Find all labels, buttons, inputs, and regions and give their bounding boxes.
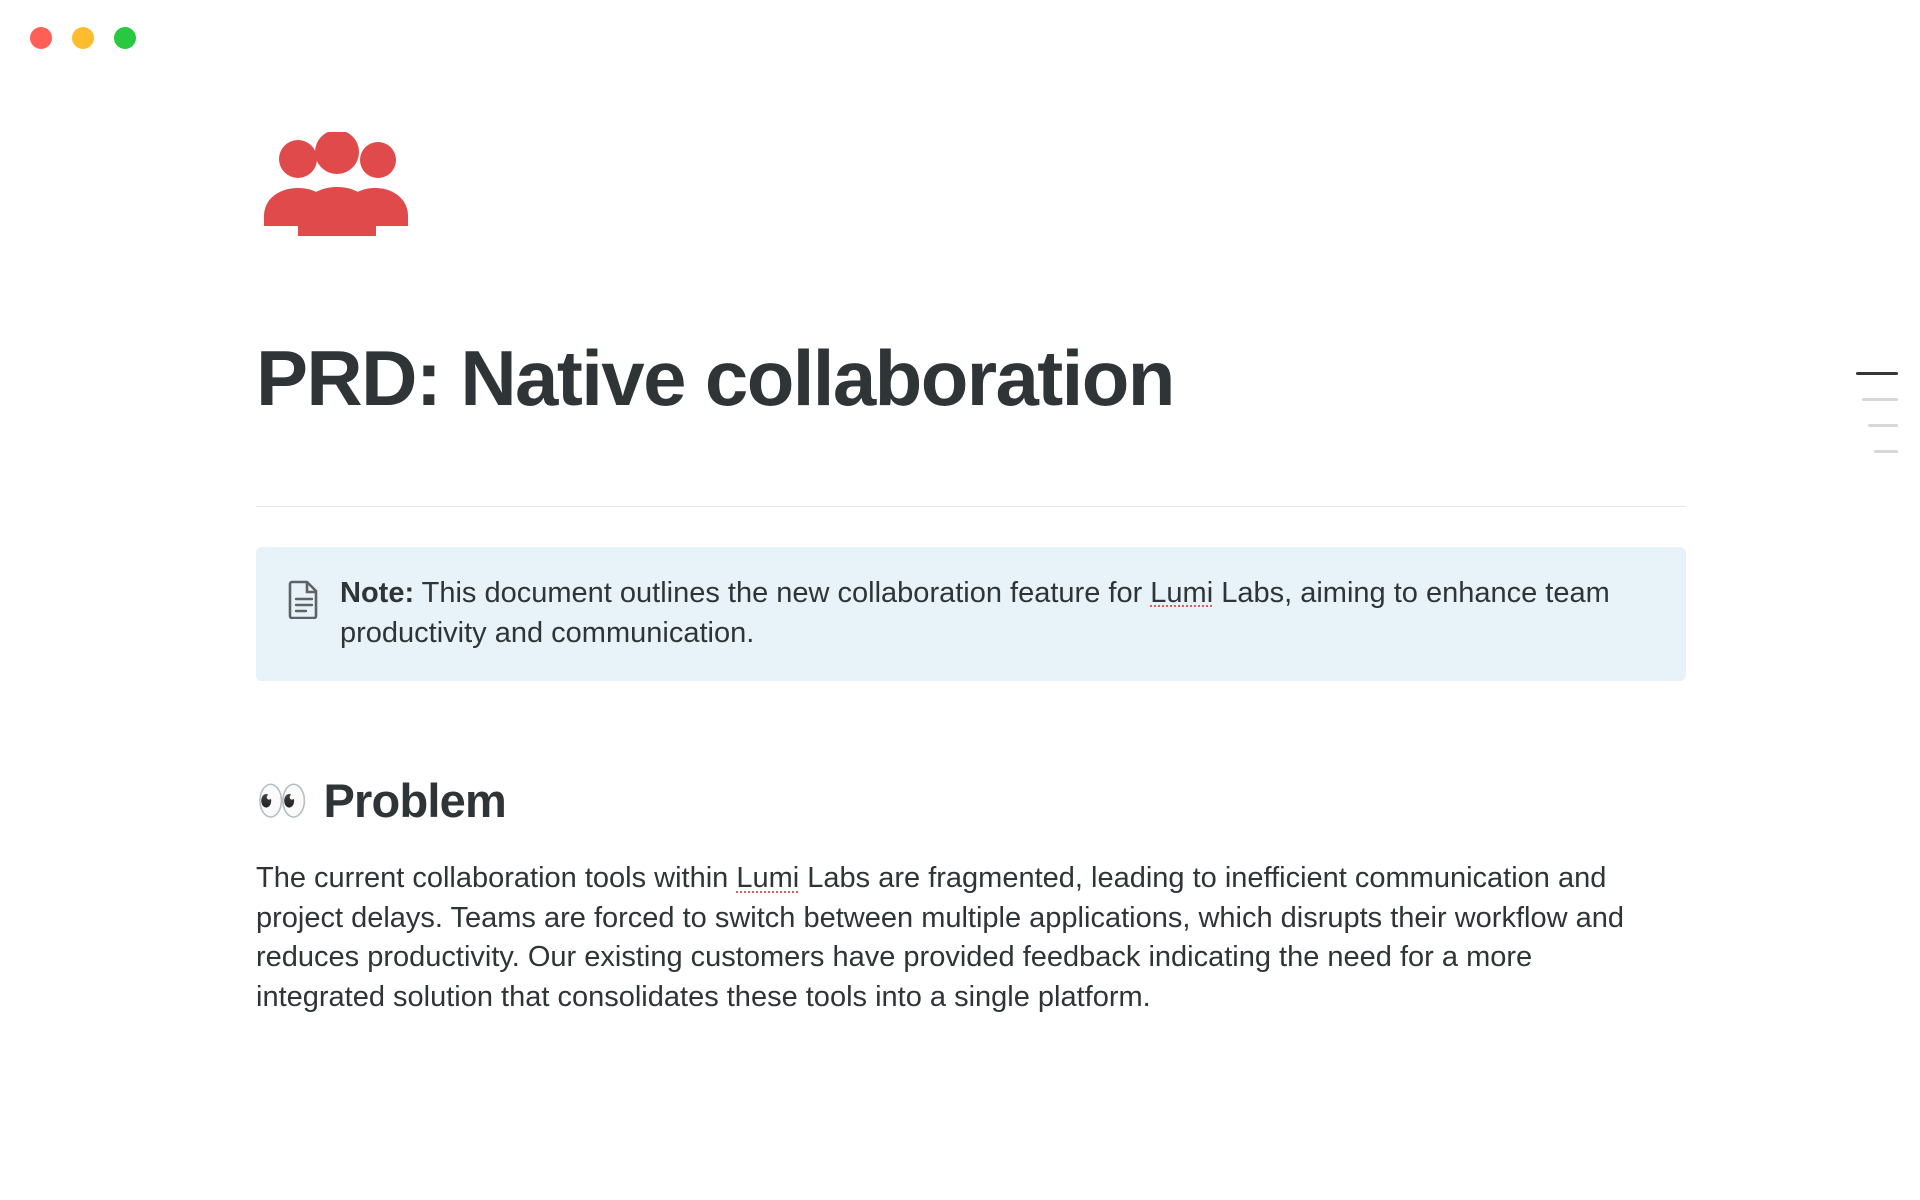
note-callout-text (340, 573, 1656, 653)
note-callout[interactable] (256, 547, 1686, 681)
minimize-window-button[interactable] (72, 27, 94, 49)
misspelled-word: Lumi (736, 862, 800, 895)
eyes-icon: 👀 (256, 777, 308, 825)
outline-item-2[interactable] (1862, 398, 1898, 401)
people-group-icon[interactable] (256, 132, 416, 242)
section-paragraph-problem[interactable] (256, 829, 1656, 1017)
document-icon (286, 579, 322, 619)
window-titlebar (0, 0, 1920, 76)
title-divider (256, 506, 1686, 507)
document-canvas (0, 76, 1920, 1200)
misspelled-word: Lumi (1150, 576, 1214, 609)
maximize-window-button[interactable] (114, 27, 136, 49)
close-window-button[interactable] (30, 27, 52, 49)
note-text-part-2: Labs, aiming to enhance team productivity and communication. (340, 576, 1610, 649)
document-outline-indicator[interactable] (1852, 372, 1898, 453)
paragraph-part-1: The current collaboration tools within (256, 862, 737, 895)
section-heading-problem[interactable] (256, 681, 1686, 829)
note-label: Note: (340, 576, 415, 609)
paragraph-part-2: Labs are fragmented, leading to inefficient communication and project delays. Teams are forced to switch between multiple applications, which disrupts their workflow and reduces productivity. Our existing customers have provided feedback indicating the need for a more integrated solution that consolidates these tools into a single platform. (256, 862, 1624, 1013)
outline-item-3[interactable] (1868, 424, 1898, 427)
page-title[interactable]: PRD: Native collaboration (256, 334, 1174, 422)
note-text-part-1: This document outlines the new collaboration feature for (414, 576, 1151, 609)
outline-item-1[interactable] (1856, 372, 1898, 375)
document-content (256, 132, 1686, 1017)
section-heading-label: Problem (323, 773, 506, 827)
outline-item-4[interactable] (1874, 450, 1898, 453)
